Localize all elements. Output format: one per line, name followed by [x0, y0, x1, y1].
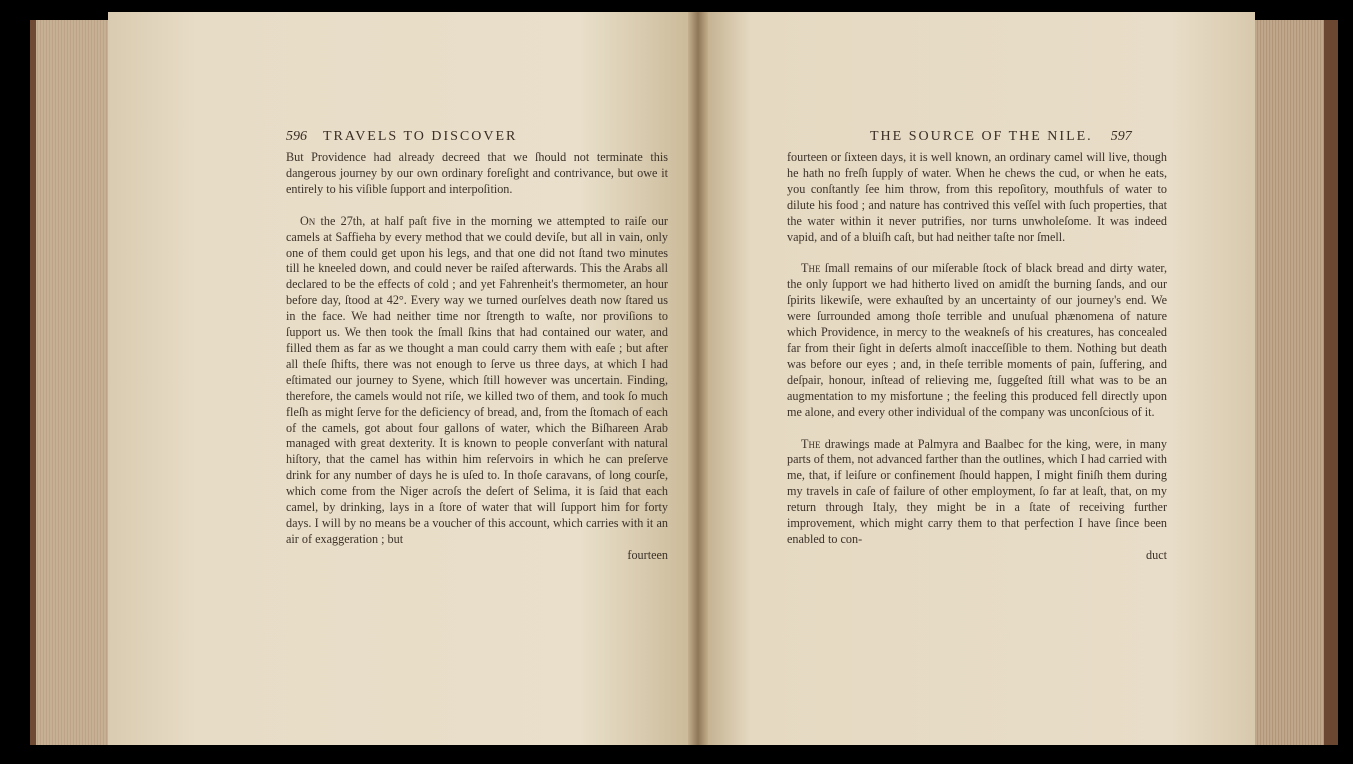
left-para-1-text: But Providence had already decreed that we ſhould not terminate this dangerous journey by our own ordinary foreſight and contrivance, but owe it entirely to his viſible ſupport and interpoſition. [286, 150, 668, 196]
right-para-2-text: ſmall remains of our miſerable ſtock of black bread and dirty water, the only ſupport we had hitherto lived on amidſt the burning ſands, and our ſpirits likewiſe, were exhauſted by an uncertainty of our journey's end. We were ſurrounded among thoſe terrible and unuſual phænomena of nature which Providence, in mercy to the weakneſs of his creatures, has concealed far from their ſight in deſerts almoſt inacceſſible to them. Nothing but death was before our eyes ; and, in theſe terrible moments of pain, ſuffering, and deſpair, honour, inſtead of relieving me, ſuggeſted ſtill what was to be an augmentation to my misfortune ; the feeling this produced fell directly upon me alone, and every other individual of the company was unconſcious of it. [787, 261, 1167, 419]
left-para-2-lead: On [300, 213, 316, 228]
left-para-2-text: the 27th, at half paſt five in the morning we attempted to raiſe our camels at Saffieha by every method that we could deviſe, but all in vain, only one of them could get upon his legs, and that one did not ſtand two minutes till he kneeled down, and could never be raiſed afterwards. This the Arabs all declared to be the effects of cold ; and yet Fahrenheit's thermometer, an hour before day, ſtood at 42°. Every way we turned ourſelves death now ſtared us in the face. We had neither time nor ſtrength to waſte, nor proviſions to ſupport us. We then took the ſmall ſkins that had contained our water, and filled them as far as we thought a man could carry them with eaſe ; but after all theſe ſhifts, there was not enough to ſerve us three days, at which I had eſtimated our journey to Syene, which ſtill however was uncertain. Finding, therefore, the camels would not riſe, we killed two of them, and took ſo much fleſh as might ſerve for the deficiency of bread, and, from the ſtomach of each of the camels, got about four gallons of water, which the Biſhareen Arab managed with great dexterity. It is known to people converſant with natural hiſtory, that the camel has within him reſervoirs in which he can preſerve drink for any number of days he is uſed to. In thoſe caravans, of long courſe, which come from the Niger acroſs the deſert of Selima, it is ſaid that each camel, by drinking, lays in a ſtore of water that will ſupport him for forty days. I will by no means be a voucher of this account, which carries with it an air of exaggeration ; but [286, 213, 668, 546]
book-gutter [688, 12, 708, 745]
left-running-head [286, 129, 517, 145]
right-body [787, 150, 1167, 564]
right-page-number: 597 [1110, 129, 1132, 144]
left-body [286, 150, 668, 564]
right-paragraph-3 [787, 437, 1167, 548]
right-paragraph-1 [787, 150, 1167, 245]
right-paragraph-2 [787, 261, 1167, 420]
right-catchword: duct [1146, 547, 1167, 562]
right-para-1-text: fourteen or ſixteen days, it is well known, an ordinary camel will live, though he hath no freſh ſupply of water. When he chews the cud, or when he eats, you conſtantly ſee him throw, from this repoſitory, mouthfuls of water to dilute his food ; and nature has contrived this veſſel with ſuch properties, that the water within it never putrifies, nor turns unwholeſome. It was indeed vapid, and of a bluiſh caſt, but had neither taſte nor ſmell. [787, 150, 1167, 244]
right-para-3-lead: The [801, 436, 821, 451]
left-paragraph-2 [286, 214, 668, 548]
right-para-3-text: drawings made at Palmyra and Baalbec for the king, were, in many parts of them, not advanced farther than the outlines, which I had carried with me, that, if leiſure or confinement ſhould happen, I might finiſh them during my travels in caſe of failure of other employment, ſo far at leaſt, that, on my return through Italy, they might be in a ſtate of receiving further improvement, which might carry them to that perfection I have ſince been enabled to con- [787, 436, 1167, 546]
left-paragraph-1 [286, 150, 668, 198]
left-page-number: 596 [286, 129, 307, 144]
right-running-head [870, 129, 1132, 145]
right-head-title: THE SOURCE OF THE NILE. [870, 129, 1093, 144]
right-para-2-lead: The [801, 261, 821, 276]
left-catchword: fourteen [627, 547, 668, 562]
left-head-title: TRAVELS TO DISCOVER [323, 129, 518, 144]
